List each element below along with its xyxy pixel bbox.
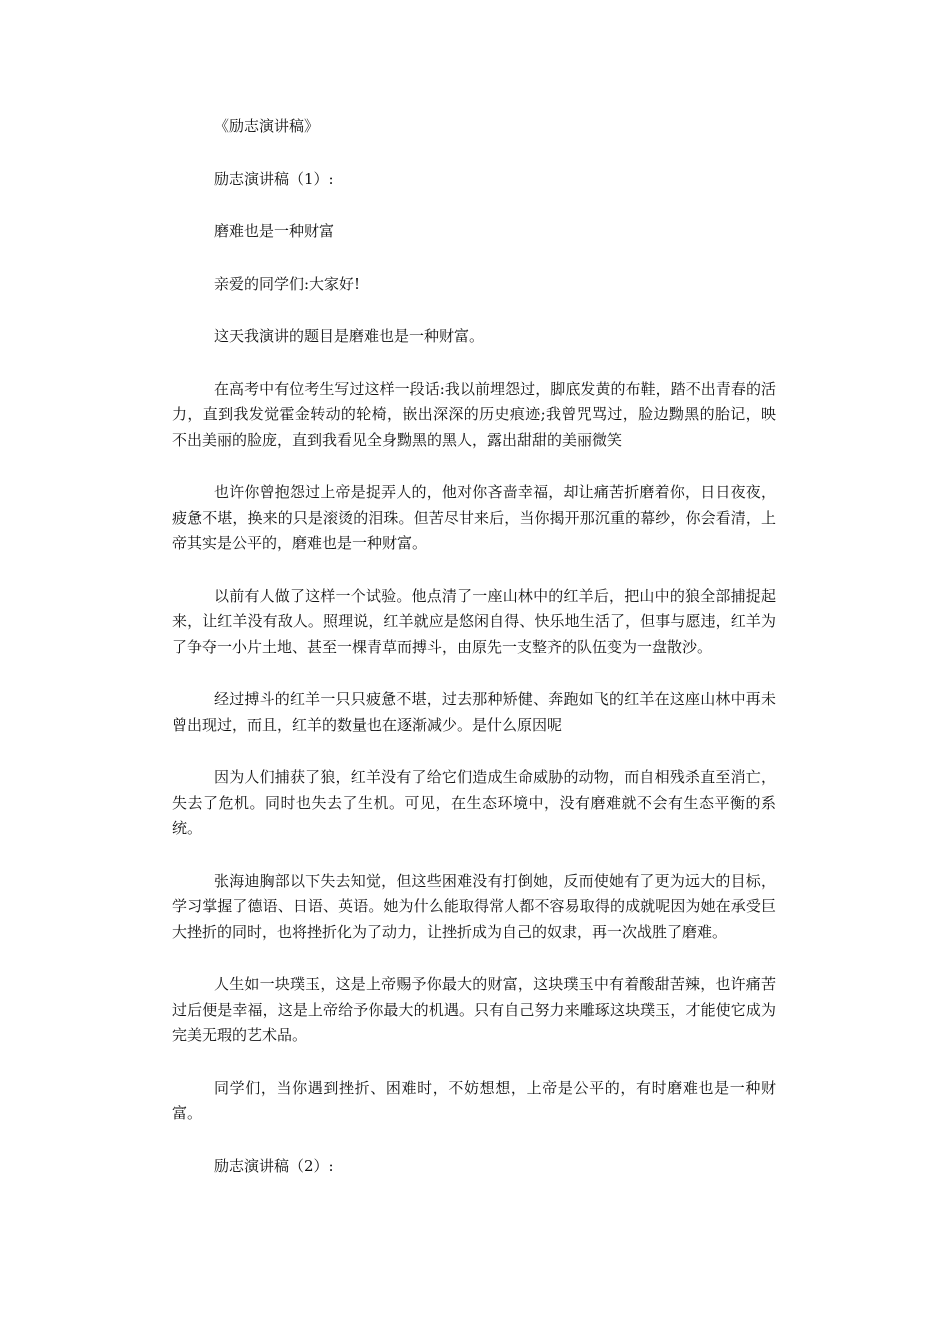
- paragraph-4: 以前有人做了这样一个试验。他点清了一座山林中的红羊后，把山中的狼全部捕捉起来，让红羊没有敌人。照理说，红羊就应是悠闲自得、快乐地生活了，但事与愿违，红羊为了争夺一小片土地、甚至一棵青草而搏斗，由原先一支整齐的队伍变为一盘散沙。: [172, 586, 776, 656]
- section-heading-1: 励志演讲稿（1）:: [214, 169, 334, 188]
- paragraph-6: 因为人们捕获了狼，红羊没有了给它们造成生命威胁的动物，而自相残杀直至消亡，失去了危机。同时也失去了生机。可见，在生态环境中，没有磨难就不会有生态平衡的系统。: [172, 768, 776, 837]
- paragraph-1: 这天我演讲的题目是磨难也是一种财富。: [214, 327, 485, 345]
- document-body: [172, 114, 776, 1206]
- paragraph-8: 人生如一块璞玉，这是上帝赐予你最大的财富，这块璞玉中有着酸甜苦辣，也许痛苦过后便是幸福，这是上帝给予你最大的机遇。只有自己努力来雕琢这块璞玉，才能使它成为完美无瑕的艺术品。: [172, 975, 776, 1044]
- paragraph-7: 张海迪胸部以下失去知觉，但这些困难没有打倒她，反而使她有了更为远大的目标，学习掌握了德语、日语、英语。她为什么能取得常人都不容易取得的成就呢因为她在承受巨大挫折的同时，也将挫折化为了动力，让挫折成为自己的奴隶，再一次战胜了磨难。: [172, 871, 776, 941]
- paragraph-3: 也许你曾抱怨过上帝是捉弄人的，他对你吝啬幸福，却让痛苦折磨着你，日日夜夜，疲惫不堪，换来的只是滚烫的泪珠。但苦尽甘来后，当你揭开那沉重的幕纱，你会看清，上帝其实是公平的，磨难也是一种财富。: [172, 483, 776, 552]
- paragraph-5: 经过搏斗的红羊一只只疲惫不堪，过去那种矫健、奔跑如飞的红羊在这座山林中再未曾出现过，而且，红羊的数量也在逐渐减少。是什么原因呢: [172, 690, 776, 734]
- speech-title: 磨难也是一种财富: [214, 222, 335, 240]
- paragraph-2: 在高考中有位考生写过这样一段话:我以前埋怨过，脚底发黄的布鞋，踏不出青春的活力，直到我发觉霍金转动的轮椅，嵌出深深的历史痕迹;我曾咒骂过，脸边黝黑的胎记，映不出美丽的脸庞，直到我看见全身黝黑的黑人，露出甜甜的美丽微笑: [172, 379, 776, 449]
- greeting: 亲爱的同学们:大家好!: [214, 274, 361, 293]
- paragraph-9: 同学们，当你遇到挫折、困难时，不妨想想，上帝是公平的，有时磨难也是一种财富。: [172, 1078, 776, 1122]
- section-heading-2: 励志演讲稿（2）:: [214, 1156, 334, 1175]
- document-title: 《励志演讲稿》: [214, 117, 320, 135]
